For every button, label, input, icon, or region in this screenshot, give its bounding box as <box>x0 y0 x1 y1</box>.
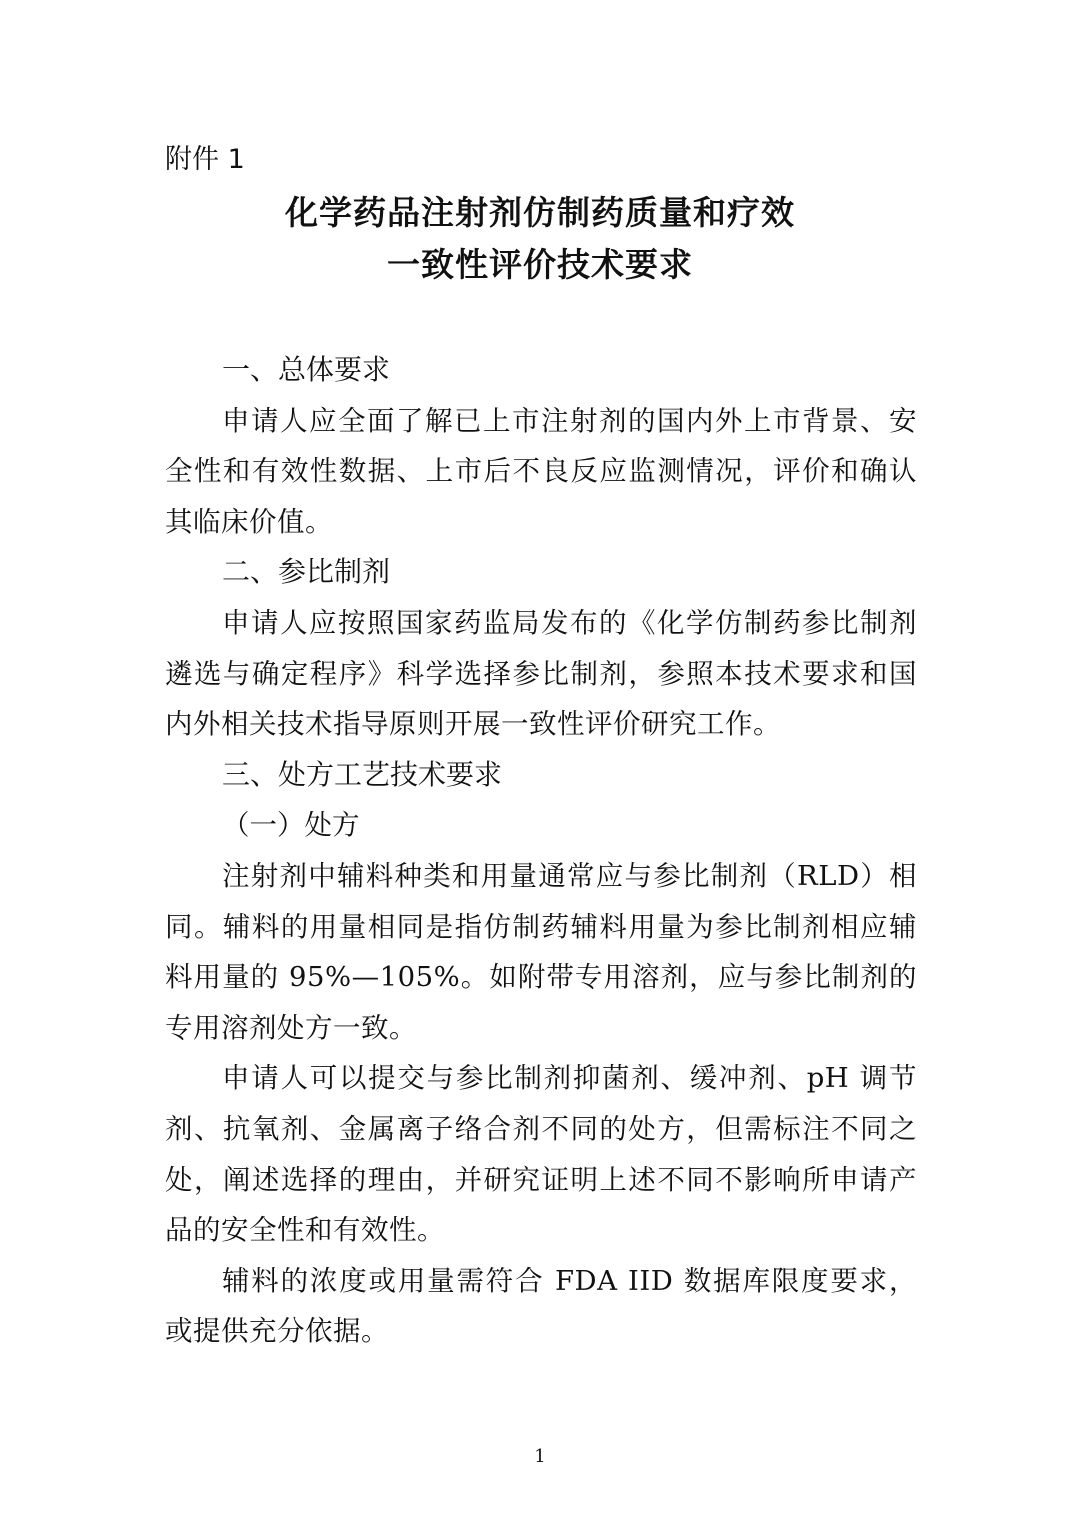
paragraph-formulation-1: 注射剂中辅料种类和用量通常应与参比制剂（RLD）相同。辅料的用量相同是指仿制药辅料用量为参比制剂相应辅料用量的 95%—105%。如附带专用溶剂，应与参比制剂的专用溶剂处方一致。 <box>165 859 917 1044</box>
paragraph-reference: 申请人应按照国家药监局发布的《化学仿制药参比制剂遴选与确定程序》科学选择参比制剂，参照本技术要求和国内外相关技术指导原则开展一致性评价研究工作。 <box>165 606 917 741</box>
document-title-line1: 化学药品注射剂仿制药质量和疗效 <box>285 193 795 232</box>
document-title-line2: 一致性评价技术要求 <box>387 245 693 284</box>
page-number: 1 <box>534 1446 546 1467</box>
subsection-heading-formulation: （一）处方 <box>222 809 360 842</box>
section-heading-process: 三、处方工艺技术要求 <box>222 757 503 791</box>
document-body <box>165 345 917 1357</box>
paragraph-overall: 申请人应全面了解已上市注射剂的国内外上市背景、安全性和有效性数据、上市后不良反应监测情况，评价和确认其临床价值。 <box>165 404 917 538</box>
paragraph-formulation-2: 申请人可以提交与参比制剂抑菌剂、缓冲剂、pH 调节剂、抗氧剂、金属离子络合剂不同的处方，但需标注不同之处，阐述选择的理由，并研究证明上述不同不影响所申请产品的安全性和有效性。 <box>165 1062 917 1247</box>
paragraph-formulation-3: 辅料的浓度或用量需符合 FDA IID 数据库限度要求，或提供充分依据。 <box>165 1264 917 1348</box>
attachment-label: 附件 1 <box>165 144 245 175</box>
section-heading-reference: 二、参比制剂 <box>222 555 391 589</box>
section-heading-overall: 一、总体要求 <box>222 353 391 386</box>
